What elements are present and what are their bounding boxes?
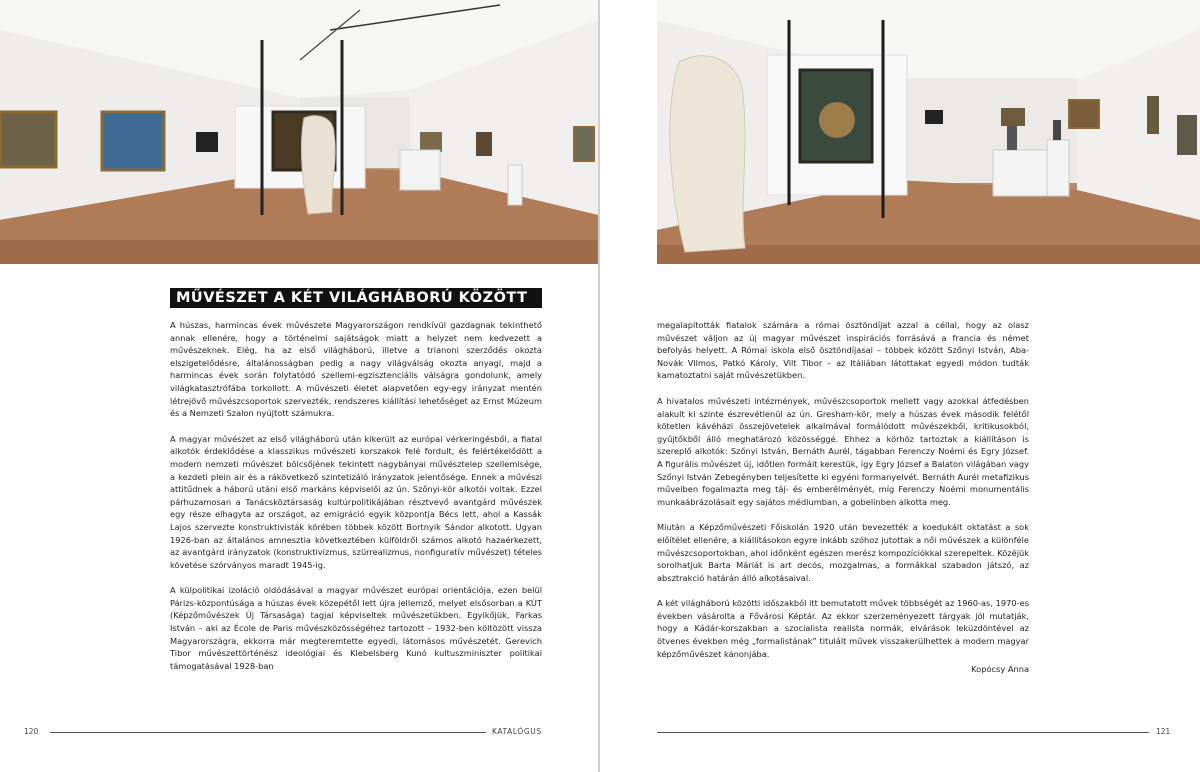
gallery-photo-right-illustration (657, 0, 1200, 264)
paragraph: megalapították fiatalok számára a római ösztöndíjat azzal a céllal, hogy az olasz művészet váljon az új magyar művészet inspirációs forrásává a francia és német befolyás helyett. A Római iskola első ösztöndíjasai – többek között Szőnyi István, Aba-Novák Vilmos, Patkó Károly, Vilt Tibor – az Itáliában látottakat egyedi módon tudták kamatoztatni saját művészetükben. (657, 320, 1029, 381)
gallery-photo-left (0, 0, 598, 264)
gallery-photo-right (657, 0, 1200, 264)
left-page (0, 0, 598, 772)
paragraph: Miután a Képzőművészeti Főiskolán 1920 után bevezették a koedukált oktatást a sok előítélet ellenére, a kiállításokon egyre inkább szóhoz jutottak a női művészek a különféle művészcsoportokban, ahol időnként egészen merész kompozíciókkal szerepeltek. Közéjük sorolhatjuk Barta Máriát is art decós, mozgalmas, a formákkal szabadon játszó, az absztrakció határán álló alkotásaival. (657, 522, 1029, 583)
paragraph: A húszas, harmincas évek művészete Magyarországon rendkívül gazdagnak tekinthető annak ellenére, hogy a történelmi sajátságok miatt a helyzet nem kedvezett a művészeknek. Elég, ha az első világháború, illetve a trianoni szerződés okozta elszigetelődésre, általánosságban pedig a nagy világválság okozta anyagi, majd a harmincas évek során folytatódó szellemi-egzisztenciális válságra gondolunk, amely világkatasztrófába torkollott. A művészeti életet alapvetően egy-egy irányzat mentén létrejövő művészcsoportok szervezték, rendszeres kiállítási lehetőséget az Ernst Múzeum és a Nemzeti Szalon nyújtott számukra. (170, 320, 542, 419)
footer-rule (657, 732, 1149, 733)
gallery-photo-left-illustration (0, 0, 598, 264)
paragraph: A két világháború közötti időszakból itt bemutatott művek többségét az 1960-as, 1970-es években vásárolta a Fővárosi Képtár. Az ekkor szerzeményezett tárgyak jól mutatják, hogy a Kádár-korszakban a szocialista realista normák, elvárások leküzdöntével az ötvenes években még „formalistának” titulált művek visszakerülhettek a modern magyar képzőművészet kánonjába. (657, 598, 1029, 659)
right-footer (600, 725, 1200, 739)
paragraph: A külpolitikai izoláció oldódásával a magyar művészet európai orientációja, ezen belül Párizs-központúsága a húszas évek közepétől lett újra jellemző, melyet elsősorban a KÚT (Képzőművészek Új Társasága) tagjai képviseltek művészetükben. Egyikőjük, Farkas István – aki az École de Paris művészközösségéhez tartozott – 1932-ben költözött vissza Magyarországra, ekkorra már megteremtette egyedi, látomásos művészetét. Gerevich Tibor művészettörténész ideológiai és Klebelsberg Kunó kultuszminiszter politikai támogatásával 1928-ban (170, 585, 542, 671)
section-label: KATALÓGUS (492, 727, 542, 736)
paragraph: A hivatalos művészeti intézmények, művészcsoportok mellett vagy azokkal átfedésben alakult ki szinte észrevétlenül az ún. Gresham-kör, mely a húszas évek második felétől kötetlen kávéházi összejövetelek alkalmával formálódott művészekből, kritikusokból, gyűjtőkből álló meghatározó közösséggé. Ehhez a körhöz tartoztak a kiállításon is szereplő alkotók: Szőnyi István, Bernáth Aurél, tágabban Ferenczy Noémi és Egry József. A figurális művészet új, időtlen formáit kerestük, így Egry József a Balaton világában vagy Szőnyi István Zebegényben teljesítette ki egyéni formanyelvét. Bernáth Aurél metafizikus műveiben fogalmazta meg táj- és emberélményét, míg Ferenczy Noémi monumentális munkaábrázolásait egy sajátos médiumban, a gobelinben alkotta meg. (657, 395, 1029, 507)
author-signature: Kopócsy Anna (971, 664, 1029, 675)
left-text-column (170, 319, 542, 685)
footer-rule (50, 732, 486, 733)
page-number: 120 (24, 727, 39, 736)
left-footer (0, 725, 598, 739)
page-number: 121 (1156, 727, 1171, 736)
right-page (600, 0, 1200, 772)
article-title: MŰVÉSZET A KÉT VILÁGHÁBORÚ KÖZÖTT (170, 288, 542, 308)
right-text-column (657, 319, 1029, 689)
paragraph: A magyar művészet az első világháború után kikerült az európai vérkeringésből, a fiatal alkotók érdeklődése a klasszikus művészeti korszakok felé fordult, és felértékelődött a modern nemzeti művészet bölcsőjének tekintett nagybányai művésztelep szellemisége, a kezdeti plein air és a rákövetkező szintetizáló irányzatok jelentősége. Ennek a művészi attitűdnek a háború utáni első markáns képviselői az ún. Szőnyi-kör alkotói voltak. Ezzel párhuzamosan a Tanácsköztársaság kultúrpolitikájában résztvevő avantgárd művészek egy része elhagyta az országot, az emigráció egyik központja Bécs lett, ahol a Kassák Lajos szervezte konstruktivisták körében többek között Bortnyik Sándor alkotott. Ugyan 1926-ban az általános amnesztia következtében külföldről számos alkotó hazaérkezett, az avantgárd irányzatok (konstruktivizmus, szürrealizmus, nonfiguratív művészet) tételes követése szórványos maradt 1945-ig. (170, 433, 542, 570)
